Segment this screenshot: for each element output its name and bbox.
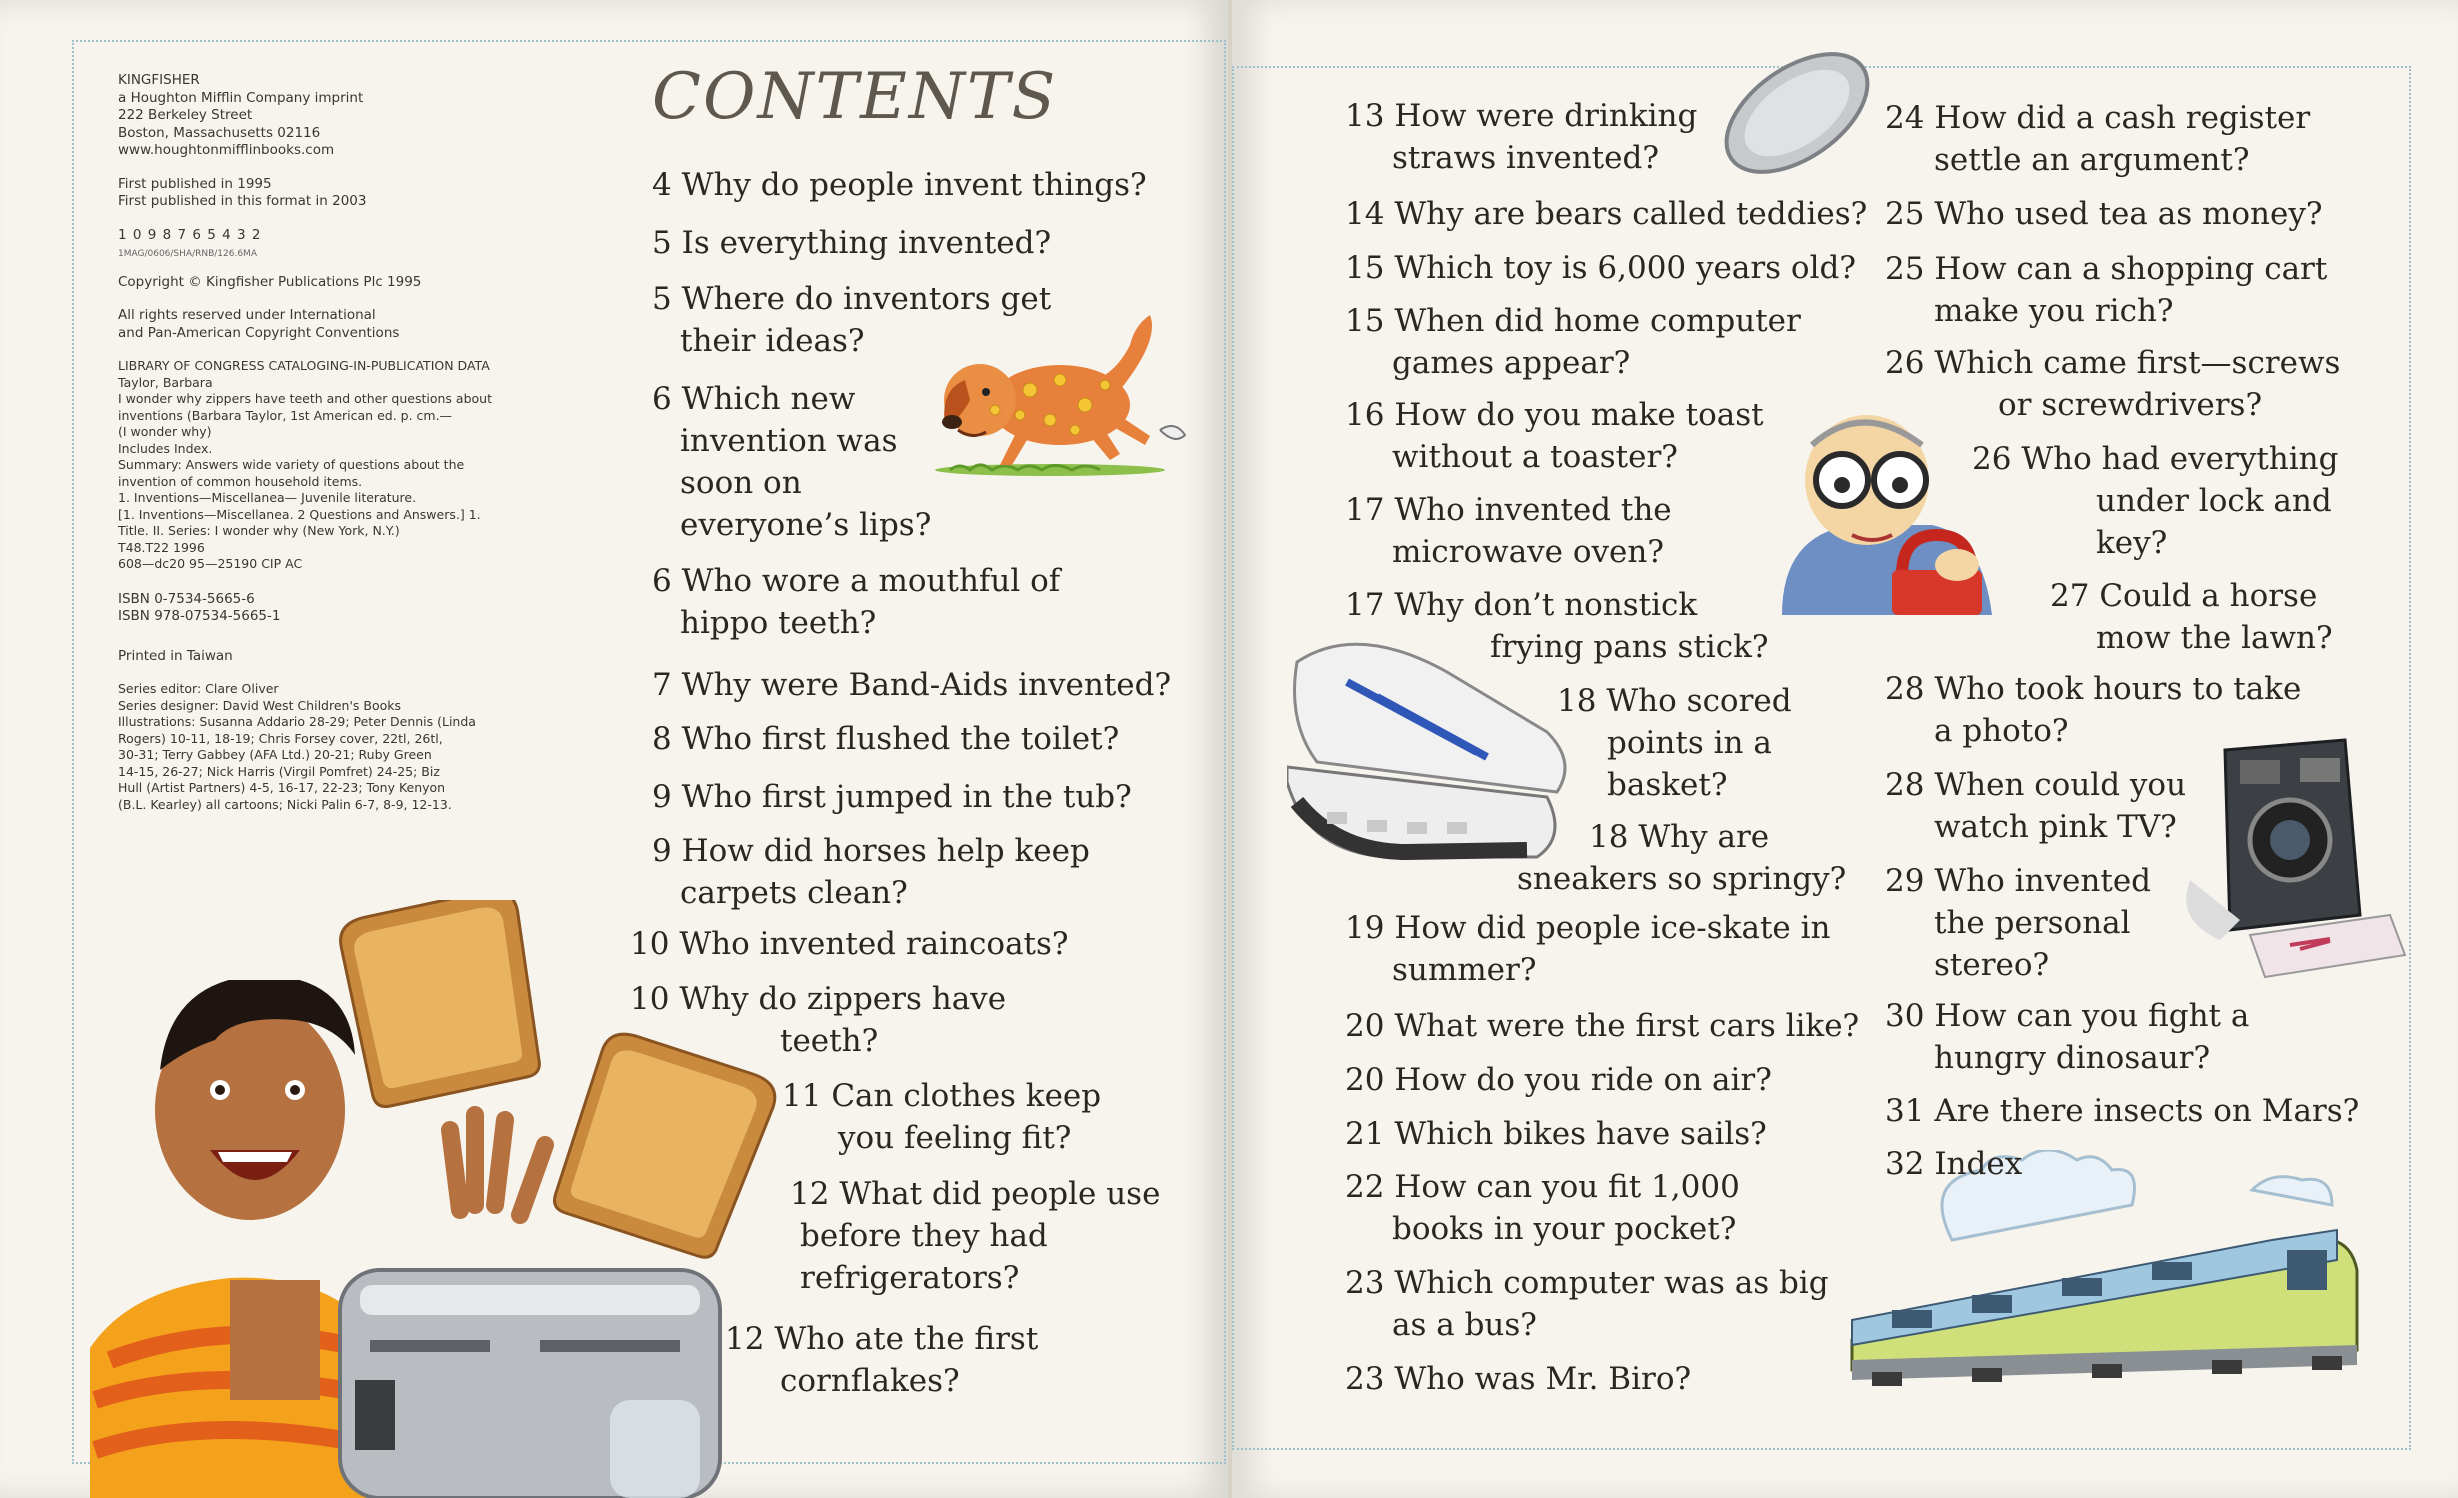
entry-first-line bbox=[652, 776, 1132, 818]
entry-question: What were the first cars like? bbox=[1394, 1008, 1860, 1044]
cataloging-line: Title. II. Series: I wonder why (New York, N.Y.) bbox=[118, 523, 400, 538]
entry-continuation-line: frying pans stick? bbox=[1490, 629, 1769, 665]
printed-in: Printed in Taiwan bbox=[118, 647, 233, 664]
library-cataloging bbox=[118, 358, 548, 573]
entry-continuation-line: teeth? bbox=[780, 1023, 879, 1059]
page-number: 26 bbox=[1885, 345, 1935, 381]
entry-first-line bbox=[1885, 342, 2340, 384]
entry-continuation-line: cornflakes? bbox=[780, 1363, 960, 1399]
entry-continuation-line: under lock and bbox=[2096, 483, 2332, 519]
page-number: 12 bbox=[725, 1321, 775, 1357]
entry-first-line bbox=[1345, 1005, 1859, 1047]
entry-first-line bbox=[1345, 1358, 1691, 1400]
entry-first-line bbox=[1345, 907, 1830, 949]
rights-block bbox=[118, 307, 548, 342]
entry-question: Who ate the first bbox=[774, 1321, 1039, 1357]
published-block bbox=[118, 176, 548, 211]
entry-first-line bbox=[1345, 95, 1697, 137]
entry-question: Who invented the bbox=[1394, 492, 1672, 528]
entry-continuation-line: books in your pocket? bbox=[1392, 1211, 1737, 1247]
entry-continuation-line: microwave oven? bbox=[1392, 534, 1664, 570]
cataloging-line: 608—dc20 95—25190 CIP AC bbox=[118, 556, 303, 571]
page-number: 16 bbox=[1345, 397, 1395, 433]
isbn-line: ISBN 978-07534-5665-1 bbox=[118, 608, 281, 624]
entry-question: When did home computer bbox=[1394, 303, 1801, 339]
page-number: 26 bbox=[1972, 441, 2022, 477]
entry-first-line bbox=[1345, 1113, 1767, 1155]
entry-first-line bbox=[725, 1318, 1038, 1360]
entry-first-line bbox=[1885, 1143, 2022, 1185]
entry-question: What did people use bbox=[839, 1176, 1161, 1212]
cataloging-line: [1. Inventions—Miscellanea. 2 Questions and Answers.] 1. bbox=[118, 506, 481, 522]
entry-first-line bbox=[1885, 860, 2151, 902]
page-number: 23 bbox=[1345, 1361, 1395, 1397]
cataloging-line: Taylor, Barbara bbox=[118, 374, 213, 390]
page-number: 6 bbox=[652, 381, 682, 417]
entry-question: How do you make toast bbox=[1394, 397, 1764, 433]
cataloging-line: Summary: Answers wide variety of questions about the bbox=[118, 457, 465, 472]
page-number: 7 bbox=[652, 667, 682, 703]
entry-question: Who first flushed the toilet? bbox=[681, 721, 1120, 757]
series-credit-line: (B.L. Kearley) all cartoons; Nicki Palin 6-7, 8-9, 12-13. bbox=[118, 796, 452, 812]
entry-first-line bbox=[1345, 1059, 1772, 1101]
print-numbers: 1 0 9 8 7 6 5 4 3 2 bbox=[118, 226, 262, 243]
entry-continuation-line: as a bus? bbox=[1392, 1307, 1537, 1343]
entry-first-line bbox=[1557, 680, 1792, 722]
publisher-block bbox=[118, 72, 548, 160]
entry-continuation-line: without a toaster? bbox=[1392, 439, 1678, 475]
entry-continuation-line: soon on bbox=[680, 465, 802, 501]
page-number: 12 bbox=[790, 1176, 840, 1212]
cataloging-line: (I wonder why) bbox=[118, 424, 212, 439]
page-number: 10 bbox=[630, 926, 680, 962]
page-number: 30 bbox=[1885, 998, 1935, 1034]
boy-toaster-illustration bbox=[70, 980, 790, 1498]
page-number: 22 bbox=[1345, 1169, 1395, 1205]
entry-question: Who used tea as money? bbox=[1934, 196, 2323, 232]
entry-continuation-line: or screwdrivers? bbox=[1998, 387, 2263, 423]
entry-continuation-line: before they had bbox=[800, 1218, 1048, 1254]
entry-first-line bbox=[652, 278, 1051, 320]
entry-continuation-line: a photo? bbox=[1934, 713, 2069, 749]
entry-question: When could you bbox=[1934, 767, 2187, 803]
entry-continuation-line: mow the lawn? bbox=[2096, 620, 2333, 656]
entry-first-line bbox=[1885, 995, 2249, 1037]
cataloging-line: T48.T22 1996 bbox=[118, 539, 205, 555]
entry-continuation-line: watch pink TV? bbox=[1934, 809, 2177, 845]
entry-first-line bbox=[1345, 1166, 1740, 1208]
entry-continuation-line: invention was bbox=[680, 423, 898, 459]
entry-question: Why are bbox=[1638, 819, 1770, 855]
page-number: 31 bbox=[1885, 1093, 1935, 1129]
page-number: 15 bbox=[1345, 250, 1395, 286]
page-number: 11 bbox=[782, 1078, 832, 1114]
cataloging-line: 1. Inventions—Miscellanea— Juvenile literature. bbox=[118, 490, 417, 505]
series-credit-line: Series designer: David West Children's Books bbox=[118, 697, 401, 713]
entry-first-line bbox=[1345, 1262, 1829, 1304]
entry-first-line bbox=[1589, 816, 1769, 858]
entry-first-line bbox=[2050, 575, 2317, 617]
entry-first-line bbox=[1972, 438, 2339, 480]
published-line: First published in this format in 2003 bbox=[118, 193, 367, 209]
entry-question: How did horses help keep bbox=[681, 833, 1090, 869]
page-number: 29 bbox=[1885, 863, 1935, 899]
entry-question: Which toy is 6,000 years old? bbox=[1394, 250, 1856, 286]
entry-continuation-line: you feeling fit? bbox=[838, 1120, 1072, 1156]
entry-continuation-line: hippo teeth? bbox=[680, 605, 877, 641]
copyright-credits bbox=[118, 72, 548, 829]
cataloging-line: I wonder why zippers have teeth and other questions about bbox=[118, 391, 492, 406]
page-number: 27 bbox=[2050, 578, 2100, 614]
entry-question: Index bbox=[1934, 1146, 2023, 1182]
inventor-with-lock-illustration bbox=[1742, 405, 2022, 615]
entry-question: How can a shopping cart bbox=[1934, 251, 2328, 287]
entry-question: Are there insects on Mars? bbox=[1934, 1093, 2360, 1129]
coin-illustration bbox=[1712, 38, 1882, 188]
entry-first-line bbox=[652, 164, 1147, 206]
entry-first-line bbox=[1885, 1090, 2359, 1132]
entry-first-line bbox=[1345, 247, 1856, 289]
entry-first-line bbox=[1345, 300, 1801, 342]
entry-question: Which came first—screws bbox=[1934, 345, 2341, 381]
print-code: 1MAG/0606/SHA/RNB/126.6MA bbox=[118, 249, 257, 259]
series-credit-line: 30-31; Terry Gabbey (AFA Ltd.) 20-21; Ruby Green bbox=[118, 747, 432, 762]
entry-question: How were drinking bbox=[1394, 98, 1698, 134]
entry-question: Why were Band-Aids invented? bbox=[681, 667, 1172, 703]
entry-question: How can you fit 1,000 bbox=[1394, 1169, 1740, 1205]
page-number: 5 bbox=[652, 281, 682, 317]
entry-question: Who scored bbox=[1606, 683, 1792, 719]
page-number: 20 bbox=[1345, 1062, 1395, 1098]
page-number: 23 bbox=[1345, 1265, 1395, 1301]
entry-first-line bbox=[1885, 248, 2327, 290]
page-number: 4 bbox=[652, 167, 682, 203]
entry-first-line bbox=[1345, 193, 1867, 235]
entry-continuation-line: stereo? bbox=[1934, 947, 2050, 983]
series-credit-line: Hull (Artist Partners) 4-5, 16-17, 22-23; Tony Kenyon bbox=[118, 780, 446, 795]
entry-first-line bbox=[652, 830, 1090, 872]
entry-first-line bbox=[1885, 764, 2186, 806]
entry-continuation-line: basket? bbox=[1607, 767, 1728, 803]
publisher-line: 222 Berkeley Street bbox=[118, 107, 253, 123]
cataloging-line: inventions (Barbara Taylor, 1st American ed. p. cm.— bbox=[118, 407, 453, 423]
page-number: 9 bbox=[652, 833, 682, 869]
cataloging-line: invention of common household items. bbox=[118, 473, 363, 489]
entry-first-line bbox=[652, 664, 1171, 706]
entry-question: Why are bears called teddies? bbox=[1394, 196, 1868, 232]
page-number: 18 bbox=[1557, 683, 1607, 719]
entry-first-line bbox=[1885, 97, 2310, 139]
instant-camera-illustration bbox=[2180, 730, 2410, 980]
cataloging-line: LIBRARY OF CONGRESS CATALOGING-IN-PUBLICATION DATA bbox=[118, 358, 490, 373]
entry-continuation-line: games appear? bbox=[1392, 345, 1631, 381]
page-number: 20 bbox=[1345, 1008, 1395, 1044]
page-number: 28 bbox=[1885, 671, 1935, 707]
entry-question: Who was Mr. Biro? bbox=[1394, 1361, 1692, 1397]
entry-question: Who had everything bbox=[2021, 441, 2339, 477]
page-number: 13 bbox=[1345, 98, 1395, 134]
entry-question: Is everything invented? bbox=[681, 225, 1052, 261]
entry-question: How do you ride on air? bbox=[1394, 1062, 1772, 1098]
rights-line: and Pan-American Copyright Conventions bbox=[118, 324, 400, 341]
entry-question: How did people ice-skate in bbox=[1394, 910, 1831, 946]
print-numbers-block bbox=[118, 227, 548, 264]
entry-first-line bbox=[1885, 193, 2322, 235]
page-number: 9 bbox=[652, 779, 682, 815]
rights-line: All rights reserved under International bbox=[118, 307, 376, 323]
page-number: 10 bbox=[630, 981, 680, 1017]
entry-continuation-line: refrigerators? bbox=[800, 1260, 1020, 1296]
entry-question: How can you fight a bbox=[1934, 998, 2250, 1034]
entry-continuation-line: settle an argument? bbox=[1934, 142, 2250, 178]
entry-continuation-line: points in a bbox=[1607, 725, 1772, 761]
entry-continuation-line: hungry dinosaur? bbox=[1934, 1040, 2211, 1076]
page-number: 21 bbox=[1345, 1116, 1395, 1152]
entry-question: Who wore a mouthful of bbox=[681, 563, 1061, 599]
entry-question: Which bikes have sails? bbox=[1394, 1116, 1767, 1152]
entry-first-line bbox=[1345, 584, 1697, 626]
entry-question: Which new bbox=[681, 381, 856, 417]
copyright-line: Copyright © Kingfisher Publications Plc 1995 bbox=[118, 273, 422, 290]
entry-first-line bbox=[630, 978, 1006, 1020]
page-number: 14 bbox=[1345, 196, 1395, 232]
series-credit-line: 14-15, 26-27; Nick Harris (Virgil Pomfret) 24-25; Biz bbox=[118, 763, 440, 779]
entry-question: How did a cash register bbox=[1934, 100, 2311, 136]
entry-first-line bbox=[630, 923, 1069, 965]
page-number: 25 bbox=[1885, 251, 1935, 287]
entry-first-line bbox=[652, 560, 1060, 602]
entry-first-line bbox=[652, 718, 1119, 760]
entry-first-line bbox=[790, 1173, 1160, 1215]
series-credit-line: Rogers) 10-11, 18-19; Chris Forsey cover, 22tl, 26tl, bbox=[118, 730, 443, 746]
right-page bbox=[1232, 0, 2458, 1498]
publisher-url: www.houghtonmifflinbooks.com bbox=[118, 142, 335, 158]
entry-continuation-line: everyone’s lips? bbox=[680, 507, 932, 543]
page-number: 6 bbox=[652, 563, 682, 599]
entry-question: Why don’t nonstick bbox=[1394, 587, 1698, 623]
entry-question: Could a horse bbox=[2099, 578, 2318, 614]
entry-question: Who invented bbox=[1934, 863, 2152, 899]
page-number: 28 bbox=[1885, 767, 1935, 803]
page-number: 24 bbox=[1885, 100, 1935, 136]
page-number: 8 bbox=[652, 721, 682, 757]
page-number: 15 bbox=[1345, 303, 1395, 339]
entry-first-line bbox=[1345, 489, 1672, 531]
cataloging-line: Includes Index. bbox=[118, 440, 213, 456]
entry-first-line bbox=[652, 222, 1051, 264]
page-number: 17 bbox=[1345, 587, 1395, 623]
publisher-line: Boston, Massachusetts 02116 bbox=[118, 124, 321, 141]
entry-continuation-line: summer? bbox=[1392, 952, 1537, 988]
entry-first-line bbox=[782, 1075, 1101, 1117]
isbn-block bbox=[118, 591, 548, 626]
entry-first-line bbox=[652, 378, 855, 420]
entry-continuation-line: make you rich? bbox=[1934, 293, 2174, 329]
left-page bbox=[0, 0, 1228, 1498]
entry-continuation-line: key? bbox=[2096, 525, 2168, 561]
publisher-line: a Houghton Mifflin Company imprint bbox=[118, 89, 364, 106]
entry-first-line bbox=[1885, 668, 2301, 710]
entry-question: Why do zippers have bbox=[679, 981, 1007, 1017]
entry-first-line bbox=[1345, 394, 1764, 436]
page-title: CONTENTS bbox=[652, 60, 1058, 134]
page-number: 18 bbox=[1589, 819, 1639, 855]
page-number: 32 bbox=[1885, 1146, 1935, 1182]
train-illustration bbox=[1832, 1150, 2372, 1400]
entry-question: Which computer was as big bbox=[1394, 1265, 1829, 1301]
entry-question: Who took hours to take bbox=[1934, 671, 2302, 707]
page-number: 25 bbox=[1885, 196, 1935, 232]
entry-question: Who invented raincoats? bbox=[679, 926, 1069, 962]
running-dog-illustration bbox=[910, 310, 1200, 480]
entry-continuation-line: the personal bbox=[1934, 905, 2131, 941]
entry-question: Who first jumped in the tub? bbox=[681, 779, 1132, 815]
entry-continuation-line: carpets clean? bbox=[680, 875, 908, 911]
publisher-name: KINGFISHER bbox=[118, 72, 200, 88]
entry-continuation-line: their ideas? bbox=[680, 323, 865, 359]
page-number: 5 bbox=[652, 225, 682, 261]
series-credits bbox=[118, 681, 548, 813]
series-credit-line: Series editor: Clare Oliver bbox=[118, 681, 279, 696]
page-number: 17 bbox=[1345, 492, 1395, 528]
entry-question: Can clothes keep bbox=[831, 1078, 1102, 1114]
page-number: 19 bbox=[1345, 910, 1395, 946]
isbn-line: ISBN 0-7534-5665-6 bbox=[118, 590, 255, 607]
entry-question: Why do people invent things? bbox=[681, 167, 1147, 203]
entry-continuation-line: straws invented? bbox=[1392, 140, 1659, 176]
entry-question: Where do inventors get bbox=[681, 281, 1052, 317]
series-credit-line: Illustrations: Susanna Addario 28-29; Peter Dennis (Linda bbox=[118, 714, 476, 729]
entry-continuation-line: sneakers so springy? bbox=[1517, 861, 1847, 897]
published-line: First published in 1995 bbox=[118, 175, 272, 192]
